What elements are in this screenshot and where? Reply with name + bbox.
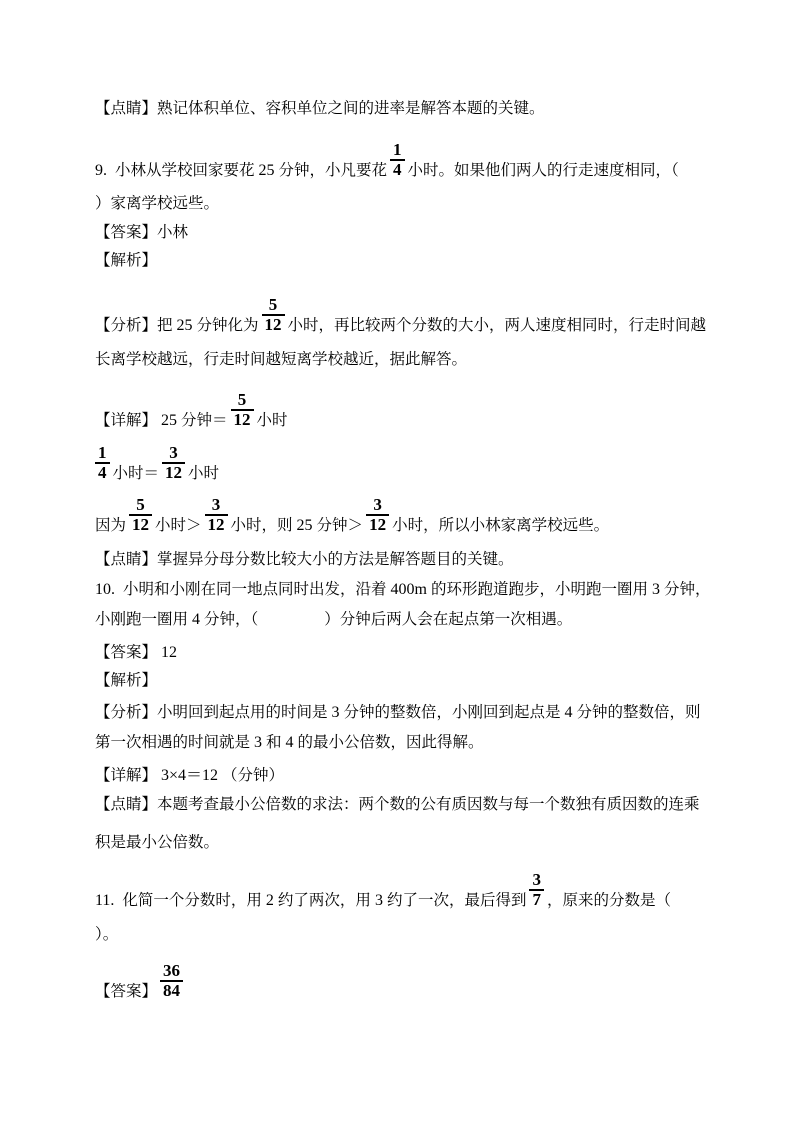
fraction-36-84 [160,962,183,1000]
text-run: 小明和小刚在同一地点同时出发，沿着 [123,581,387,598]
answer-value: 12 [161,644,178,661]
q9-compare-line [95,496,609,535]
q10-stem-line1 [95,580,711,599]
fraction-1-4 [390,141,405,179]
q9-xiangjie-line [95,391,288,430]
fraction-numerator: 1 [95,444,110,464]
fraction-numerator: 5 [231,391,254,411]
text-run: 的最小公倍数，因此得解。 [297,734,484,751]
q9-stem-line1 [95,141,679,180]
text-run: 小时 [256,412,288,429]
q9-jiexi-line [95,251,157,270]
fraction-5-12 [231,391,254,429]
text-run: 小时，所以小林家离学校远些。 [392,517,610,534]
jiexi-label: 【解析】 [95,672,158,689]
fraction-numerator: 5 [129,496,152,516]
q10-answer-line [95,643,181,662]
q10-fenxi-line1 [95,703,701,722]
number: 4 [564,704,573,721]
q9-answer-line [95,223,188,242]
xiangjie-label: 【详解】 [95,767,158,784]
text-run: 化简一个分数时，用 [122,892,262,909]
q10-dianjing-line1 [95,795,700,814]
text-run: 分钟＝ [181,412,228,429]
text-run: 小时，则 [230,517,293,534]
text-run: 小时＞ [155,517,202,534]
text-run: 和 [266,734,282,751]
q9-calc-line2 [95,444,219,483]
text-run: 【点睛】掌握异分母分数比较大小的方法是解答题目的关键。 [95,551,514,568]
number: 25 [258,162,275,179]
text-run: 【分析】把 [95,317,173,334]
text-run: 【分析】小明回到起点用的时间是 [95,704,328,721]
answer-value: 小林 [157,224,189,241]
number: 25 [176,317,193,334]
text-run: 分钟＞ [316,517,364,534]
fraction-denominator: 12 [132,515,150,534]
question-number: 10. [95,581,115,598]
fraction-denominator: 12 [207,515,225,534]
fraction-3-12 [366,496,389,534]
fraction-denominator: 12 [233,410,251,429]
fraction-denominator: 7 [532,890,541,909]
fraction-denominator: 12 [369,515,387,534]
text-run: 小刚跑一圈用 [95,611,189,628]
text-run: （分钟） [222,767,285,784]
answer-label: 【答案】 [95,644,158,661]
number: 3 [651,581,660,598]
q11-stem-line1 [95,871,671,910]
q11-stem-line2 [95,925,118,944]
number: 4 [192,611,201,628]
q10-jiexi-line [95,671,157,690]
text-run: 分钟的整数倍，则 [576,704,701,721]
fraction-5-12 [129,496,152,534]
fraction-denominator: 84 [163,981,181,1000]
q8-tip-line [95,99,545,118]
fraction-3-12 [162,444,185,482]
fraction-denominator: 12 [264,315,282,334]
fraction-numerator: 36 [160,962,183,982]
fraction-numerator: 5 [262,296,285,316]
fraction-numerator: 1 [390,141,405,161]
text-run: 积是最小公倍数。 [95,834,220,851]
text-run: 因为 [95,517,127,534]
q9-fenxi-line1 [95,296,706,335]
text-run: ）家离学校远些。 [95,195,220,212]
fraction-numerator: 3 [366,496,389,516]
fraction-denominator: 12 [165,463,183,482]
text-run: 约了一次，最后得到 [386,892,527,909]
q9-fenxi-line2 [95,350,467,369]
fraction-denominator: 4 [393,160,402,179]
number: 25 [161,412,178,429]
answer-label: 【答案】 [95,983,158,1000]
fraction-3-7 [529,871,544,909]
text-run: ）分钟后两人会在起点第一次相遇。 [324,611,573,628]
text-run: ）。 [95,926,119,943]
number: 3 [374,892,383,909]
q10-dianjing-line2 [95,833,219,852]
q10-xiangjie-line [95,766,284,785]
number: 4 [285,734,294,751]
text-run: 小时，再比较两个分数的大小，两人速度相同时，行走时间越 [287,317,707,334]
number: 400m [390,581,427,598]
text-run: 分钟，（ [204,611,259,628]
text-run: 分钟， [663,581,711,598]
fraction-numerator: 3 [205,496,228,516]
text-run: 小时＝ [112,465,160,482]
text-run: 小时。如果他们两人的行走速度相同，（ [407,162,679,179]
text-run: 【点睛】本题考查最小公倍数的求法：两个数的公有质因数与每一个数独有质因数的连乘 [95,796,700,813]
q10-stem-line2 [95,610,572,629]
q9-stem-line2 [95,194,219,213]
xiangjie-label: 【详解】 [95,412,158,429]
fraction-numerator: 3 [162,444,185,464]
q11-answer-line [95,962,186,1001]
number: 3 [331,704,340,721]
fraction-3-12 [205,496,228,534]
text-run: 分钟的整数倍，小刚回到起点是 [343,704,561,721]
q9-dianjing-line [95,550,514,569]
fraction-5-12 [262,296,285,334]
q10-fenxi-line2 [95,733,484,752]
text-run: 分钟化为 [196,317,259,334]
fraction-denominator: 4 [98,463,107,482]
fraction-1-4 [95,444,110,482]
fraction-numerator: 3 [529,871,544,891]
jiexi-label: 【解析】 [95,252,158,269]
text-run: ，原来的分数是（ [546,892,671,909]
number: 3 [254,734,263,751]
text-run: 约了两次，用 [277,892,371,909]
text-run: 小时 [188,465,220,482]
number: 25 [296,517,313,534]
question-number: 9. [95,162,107,179]
text-run: 小林从学校回家要花 [115,162,255,179]
text-run: 【点睛】熟记体积单位、容积单位之间的进率是解答本题的关键。 [95,100,545,117]
question-number: 11. [95,892,115,909]
number: 2 [265,892,274,909]
text-run: 第一次相遇的时间就是 [95,734,251,751]
equation: 3×4＝12 [161,767,219,784]
answer-label: 【答案】 [95,224,158,241]
text-run: 的环形跑道跑步，小明跑一圈用 [430,581,648,598]
text-run: 分钟，小凡要花 [278,162,388,179]
text-run: 长离学校越远，行走时间越短离学校越近，据此解答。 [95,351,468,368]
